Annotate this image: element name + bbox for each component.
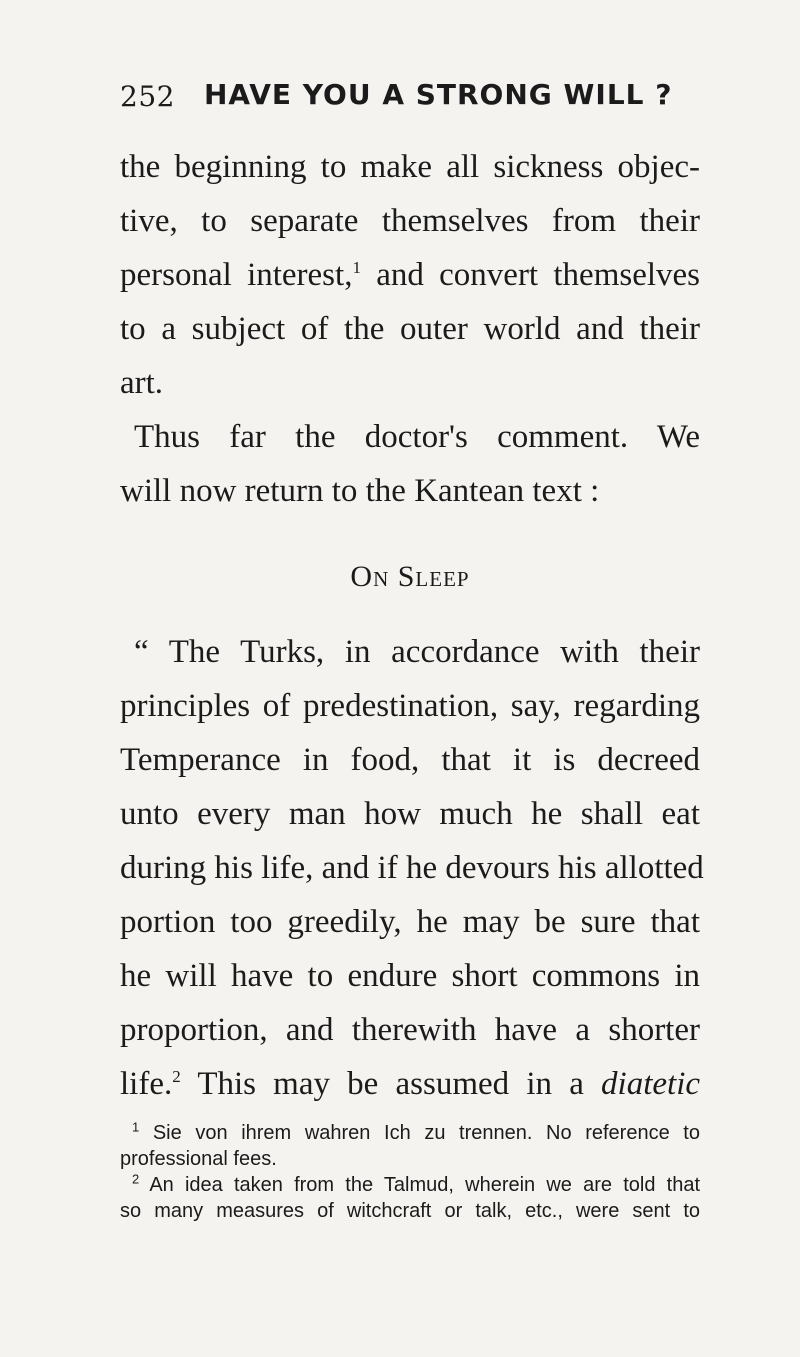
text-line: the beginning to make all sickness objec- (120, 149, 700, 185)
paragraph-2 (120, 410, 700, 518)
footnote-mark: 1 (132, 1119, 140, 1135)
text-line: Thus far the doctor's comment. We (134, 419, 700, 455)
text-fragment: life. (120, 1066, 173, 1102)
text-line: during his life, and if he devours his allotted (120, 850, 704, 886)
text-fragment: This may be assumed in a (197, 1066, 584, 1102)
text-fragment: personal interest, (120, 257, 353, 293)
page-number: 252 (120, 80, 175, 113)
footnotes (120, 1120, 700, 1224)
text-line: principles of predestination, say, regarding (120, 688, 700, 724)
text-line: “ The Turks, in accordance with their (134, 634, 700, 670)
footnote-mark: 2 (132, 1171, 140, 1187)
footnote-text: Sie von ihrem wahren Ich zu trennen. No reference to (152, 1122, 700, 1144)
text-line (120, 248, 700, 302)
page-header (120, 72, 700, 120)
section-heading: On Sleep (350, 560, 470, 593)
footnote-1-line (120, 1120, 700, 1146)
text-line: Temperance in food, that it is decreed (120, 742, 700, 778)
text-line: to a subject of the outer world and their (120, 311, 700, 347)
paragraph-3 (120, 625, 704, 1111)
footnote-text: An idea taken from the Talmud, wherein we are told that (149, 1174, 701, 1196)
text-line: art. (120, 365, 164, 401)
text-line: he will have to endure short commons in (120, 958, 700, 994)
paragraph-1 (120, 140, 700, 410)
text-line: tive, to separate themselves from their (120, 203, 700, 239)
italic-word: diatetic (601, 1066, 701, 1102)
text-line: proportion, and therewith have a shorter (120, 1012, 700, 1048)
footnote-2-line (120, 1172, 700, 1198)
footnote-2-line: so many measures of witchcraft or talk, etc., were sent to (120, 1200, 700, 1222)
text-line: portion too greedily, he may be sure that (120, 904, 700, 940)
text-line (120, 1057, 700, 1111)
text-line: will now return to the Kantean text : (120, 473, 600, 509)
text-line: unto every man how much he shall eat (120, 796, 700, 832)
footnote-ref-2: 2 (172, 1067, 181, 1086)
running-title: HAVE YOU A STRONG WILL ? (204, 78, 673, 111)
text-fragment: and convert themselves (376, 257, 701, 293)
footnote-ref-1: 1 (352, 258, 361, 277)
footnote-1-line: professional fees. (120, 1148, 277, 1170)
